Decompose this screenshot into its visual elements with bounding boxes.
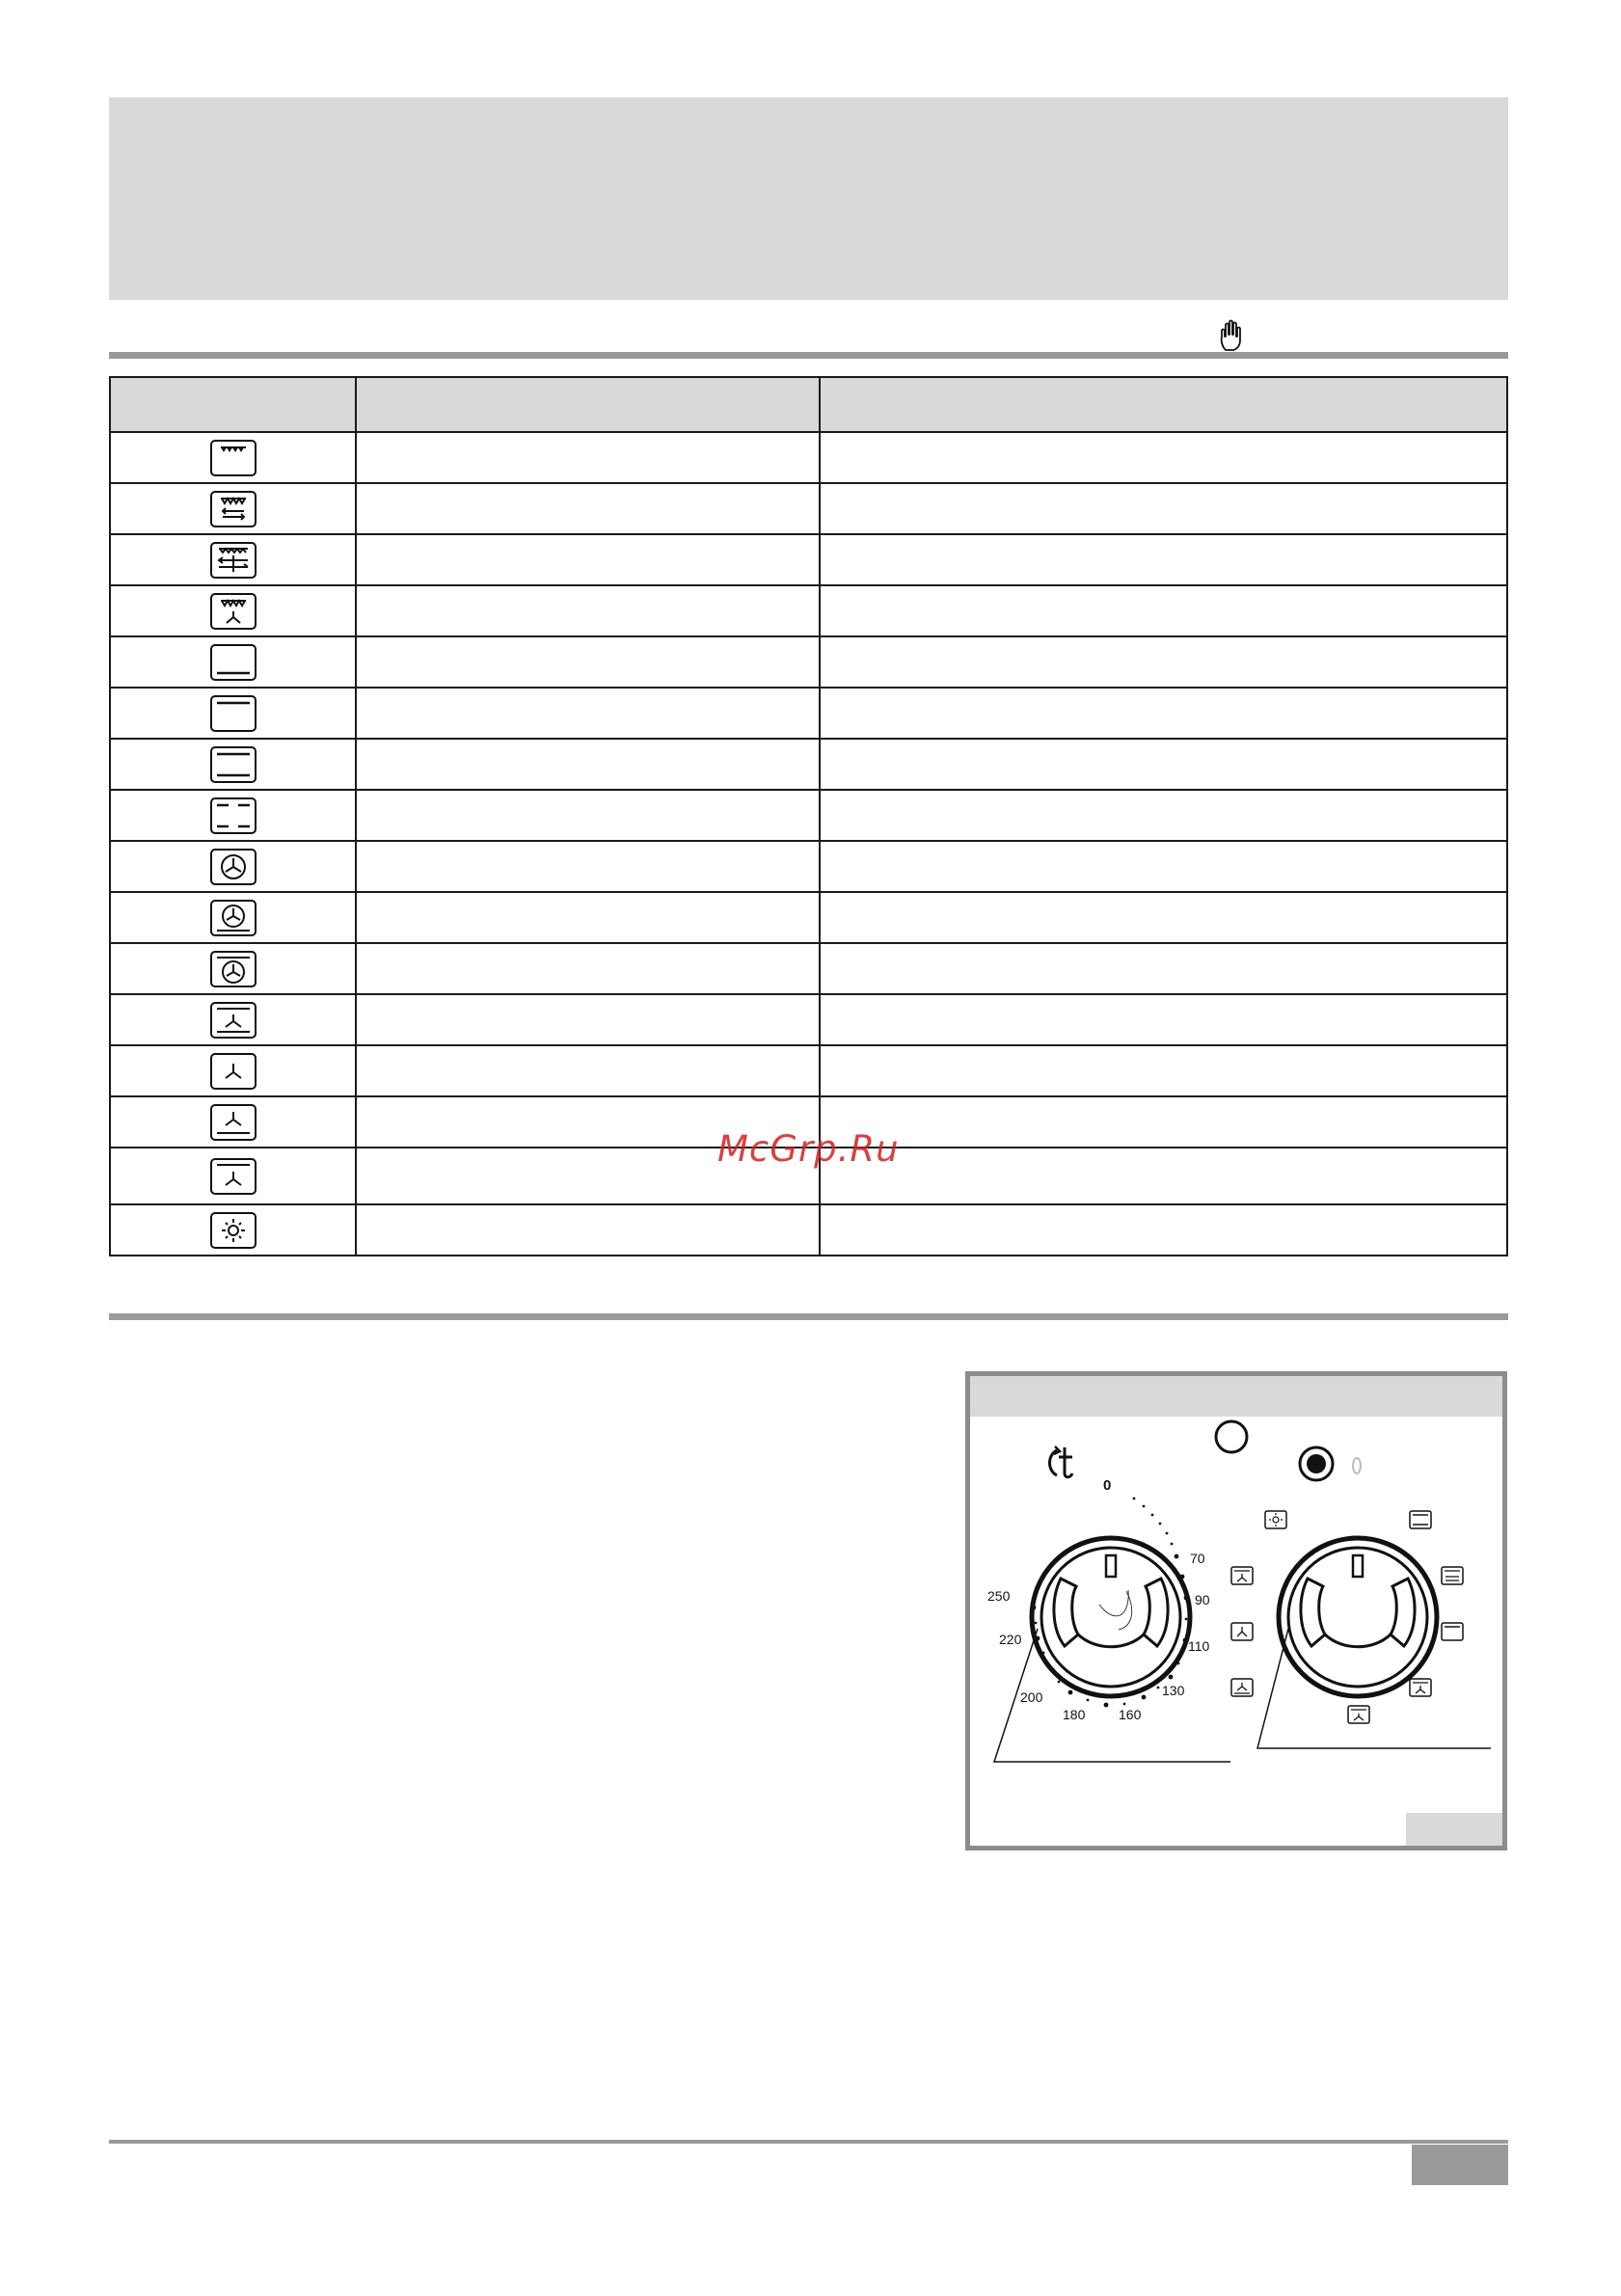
grill-fan-icon — [1442, 1567, 1463, 1584]
control-panel-figure — [965, 1371, 1507, 1850]
grill-double-fan-icon — [110, 534, 356, 585]
function-description-cell — [820, 585, 1507, 636]
grill-fan-icon — [110, 483, 356, 534]
hand-icon — [1218, 319, 1247, 352]
function-description-cell — [820, 636, 1507, 688]
fan-top-bottom-icon — [1410, 1679, 1431, 1696]
fan-circle-top-icon — [110, 943, 356, 994]
top-heat-icon — [110, 688, 356, 739]
scale-label-180: 180 — [1063, 1707, 1086, 1722]
scale-label-220: 220 — [999, 1632, 1022, 1647]
top-bottom-heat-icon — [110, 739, 356, 790]
table-row — [110, 892, 1507, 943]
table-row — [110, 841, 1507, 892]
table-row — [110, 483, 1507, 534]
eco-heat-icon — [110, 790, 356, 841]
function-name-cell — [356, 1045, 820, 1096]
grill-full-icon — [110, 432, 356, 483]
table-header-row — [110, 377, 1507, 432]
header-cell-symbol — [110, 377, 356, 432]
scale-label-160: 160 — [1119, 1707, 1142, 1722]
pilot-light — [1216, 1421, 1247, 1452]
function-name-cell — [356, 483, 820, 534]
function-name-cell — [356, 841, 820, 892]
function-description-cell — [820, 739, 1507, 790]
attention-note-box — [109, 97, 1508, 300]
function-name-cell — [356, 688, 820, 739]
defrost-light-icon — [110, 1204, 356, 1256]
thermostat-light-dot — [1307, 1454, 1326, 1473]
table-row — [110, 943, 1507, 994]
table-row — [110, 688, 1507, 739]
function-description-cell — [820, 892, 1507, 943]
table-row — [110, 534, 1507, 585]
table-row — [110, 994, 1507, 1045]
grill-fan-spin-icon — [1348, 1706, 1369, 1723]
section-divider — [109, 352, 1508, 359]
function-description-cell — [820, 1096, 1507, 1148]
top-heat-icon — [1442, 1623, 1463, 1640]
function-name-cell — [356, 636, 820, 688]
function-description-cell — [820, 994, 1507, 1045]
watermark: McGrp.Ru — [717, 1128, 900, 1170]
table-row — [110, 585, 1507, 636]
function-description-cell — [820, 841, 1507, 892]
scale-label-90: 90 — [1195, 1592, 1210, 1607]
function-description-cell — [820, 483, 1507, 534]
fan-only-icon — [1231, 1623, 1253, 1640]
thermostat-symbol-icon — [1050, 1446, 1073, 1477]
function-selector-knob[interactable] — [1279, 1538, 1437, 1696]
table-row — [110, 739, 1507, 790]
light-zero-mark — [1353, 1458, 1361, 1473]
function-description-cell — [820, 688, 1507, 739]
fan-circle-bottom-icon — [110, 892, 356, 943]
function-description-cell — [820, 943, 1507, 994]
header-cell-description — [820, 377, 1507, 432]
selector-knob-leader-line — [1257, 1629, 1491, 1748]
table-row — [110, 1045, 1507, 1096]
header-cell-function — [356, 377, 820, 432]
scale-label-250: 250 — [987, 1588, 1011, 1604]
function-name-cell — [356, 994, 820, 1045]
table-row — [110, 432, 1507, 483]
dial-zero-label: 0 — [1103, 1477, 1112, 1494]
function-description-cell — [820, 534, 1507, 585]
function-name-cell — [356, 1204, 820, 1256]
grill-fan-spin-icon — [110, 585, 356, 636]
function-name-cell — [356, 739, 820, 790]
function-name-cell — [356, 585, 820, 636]
top-bottom-heat-icon — [1410, 1511, 1431, 1528]
fan-bottom-icon — [1231, 1679, 1253, 1696]
function-description-cell — [820, 790, 1507, 841]
table-row — [110, 790, 1507, 841]
function-name-cell — [356, 943, 820, 994]
panel-figure-corner-tab — [1406, 1813, 1502, 1846]
function-description-cell — [820, 1204, 1507, 1256]
function-description-cell — [820, 1148, 1507, 1204]
footer-divider — [109, 2140, 1508, 2144]
function-description-cell — [820, 432, 1507, 483]
defrost-light-icon — [1265, 1511, 1286, 1528]
fan-top-bottom-icon — [110, 994, 356, 1045]
table-row — [110, 636, 1507, 688]
page-number-tab — [1412, 2145, 1508, 2185]
function-name-cell — [356, 534, 820, 585]
function-name-cell — [356, 790, 820, 841]
scale-label-130: 130 — [1162, 1683, 1185, 1698]
bottom-heat-icon — [110, 636, 356, 688]
scale-label-200: 200 — [1020, 1689, 1043, 1705]
scale-label-70: 70 — [1190, 1551, 1205, 1566]
table-row — [110, 1204, 1507, 1256]
temperature-knob[interactable] — [1032, 1538, 1190, 1696]
oven-functions-table — [109, 376, 1508, 1256]
section-divider — [109, 1313, 1508, 1320]
control-panel-drawing — [970, 1376, 1502, 1846]
function-name-cell — [356, 432, 820, 483]
fan-top-icon — [1231, 1567, 1253, 1584]
fan-only-icon — [110, 1045, 356, 1096]
fan-circle-icon — [110, 841, 356, 892]
fan-bottom-icon — [110, 1096, 356, 1148]
function-description-cell — [820, 1045, 1507, 1096]
function-name-cell — [356, 892, 820, 943]
scale-label-110: 110 — [1188, 1638, 1210, 1654]
fan-top-icon — [110, 1148, 356, 1204]
